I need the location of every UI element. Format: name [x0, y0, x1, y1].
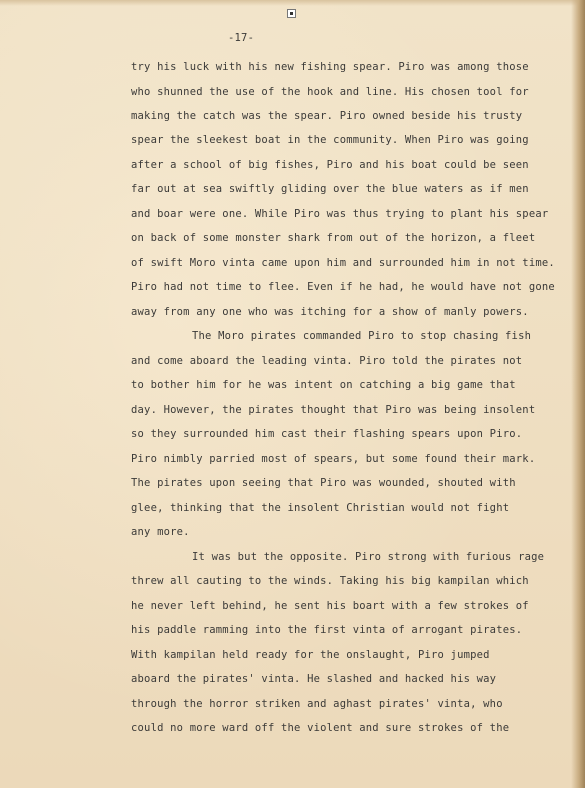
text-line: after a school of big fishes, Piro and his boat could be seen — [131, 159, 529, 171]
text-line: his paddle ramming into the first vinta of arrogant pirates. — [131, 624, 523, 636]
page-top-shadow — [0, 0, 585, 6]
text-line: The Moro pirates commanded Piro to stop chasing fish — [192, 330, 532, 342]
text-line: Piro had not time to flee. Even if he had, he would have not gone — [131, 281, 555, 293]
text-line: spear the sleekest boat in the community. When Piro was going — [131, 134, 529, 146]
text-line: he never left behind, he sent his boart with a few strokes of — [131, 600, 529, 612]
text-line: With kampilan held ready for the onslaught, Piro jumped — [131, 649, 490, 661]
text-line: threw all cauting to the winds. Taking his big kampilan which — [131, 575, 529, 587]
text-line: could no more ward off the violent and sure strokes of the — [131, 722, 510, 734]
text-line: far out at sea swiftly gliding over the blue waters as if men — [131, 183, 529, 195]
text-line: who shunned the use of the hook and line. His chosen tool for — [131, 86, 529, 98]
text-line: to bother him for he was intent on catching a big game that — [131, 379, 516, 391]
text-line: any more. — [131, 526, 190, 538]
text-line: and boar were one. While Piro was thus trying to plant his spear — [131, 208, 549, 220]
text-line: so they surrounded him cast their flashing spears upon Piro. — [131, 428, 523, 440]
page-right-edge — [571, 0, 585, 788]
text-line: through the horror striken and aghast pirates' vinta, who — [131, 698, 503, 710]
text-line: and come aboard the leading vinta. Piro told the pirates not — [131, 355, 523, 367]
text-line: Piro nimbly parried most of spears, but some found their mark. — [131, 453, 536, 465]
text-line: of swift Moro vinta came upon him and surrounded him in not time. — [131, 257, 555, 269]
text-line: aboard the pirates' vinta. He slashed and hacked his way — [131, 673, 497, 685]
text-line: glee, thinking that the insolent Christian would not fight — [131, 502, 510, 514]
text-line: It was but the opposite. Piro strong with furious rage — [192, 551, 545, 563]
text-line: try his luck with his new fishing spear. Piro was among those — [131, 61, 529, 73]
text-line: making the catch was the spear. Piro owned beside his trusty — [131, 110, 523, 122]
scan-marker-icon — [287, 9, 296, 18]
text-line: day. However, the pirates thought that Piro was being insolent — [131, 404, 536, 416]
text-line: The pirates upon seeing that Piro was wounded, shouted with — [131, 477, 516, 489]
page-number: -17- — [228, 32, 255, 44]
text-line: on back of some monster shark from out of the horizon, a fleet — [131, 232, 536, 244]
text-line: away from any one who was itching for a show of manly powers. — [131, 306, 529, 318]
